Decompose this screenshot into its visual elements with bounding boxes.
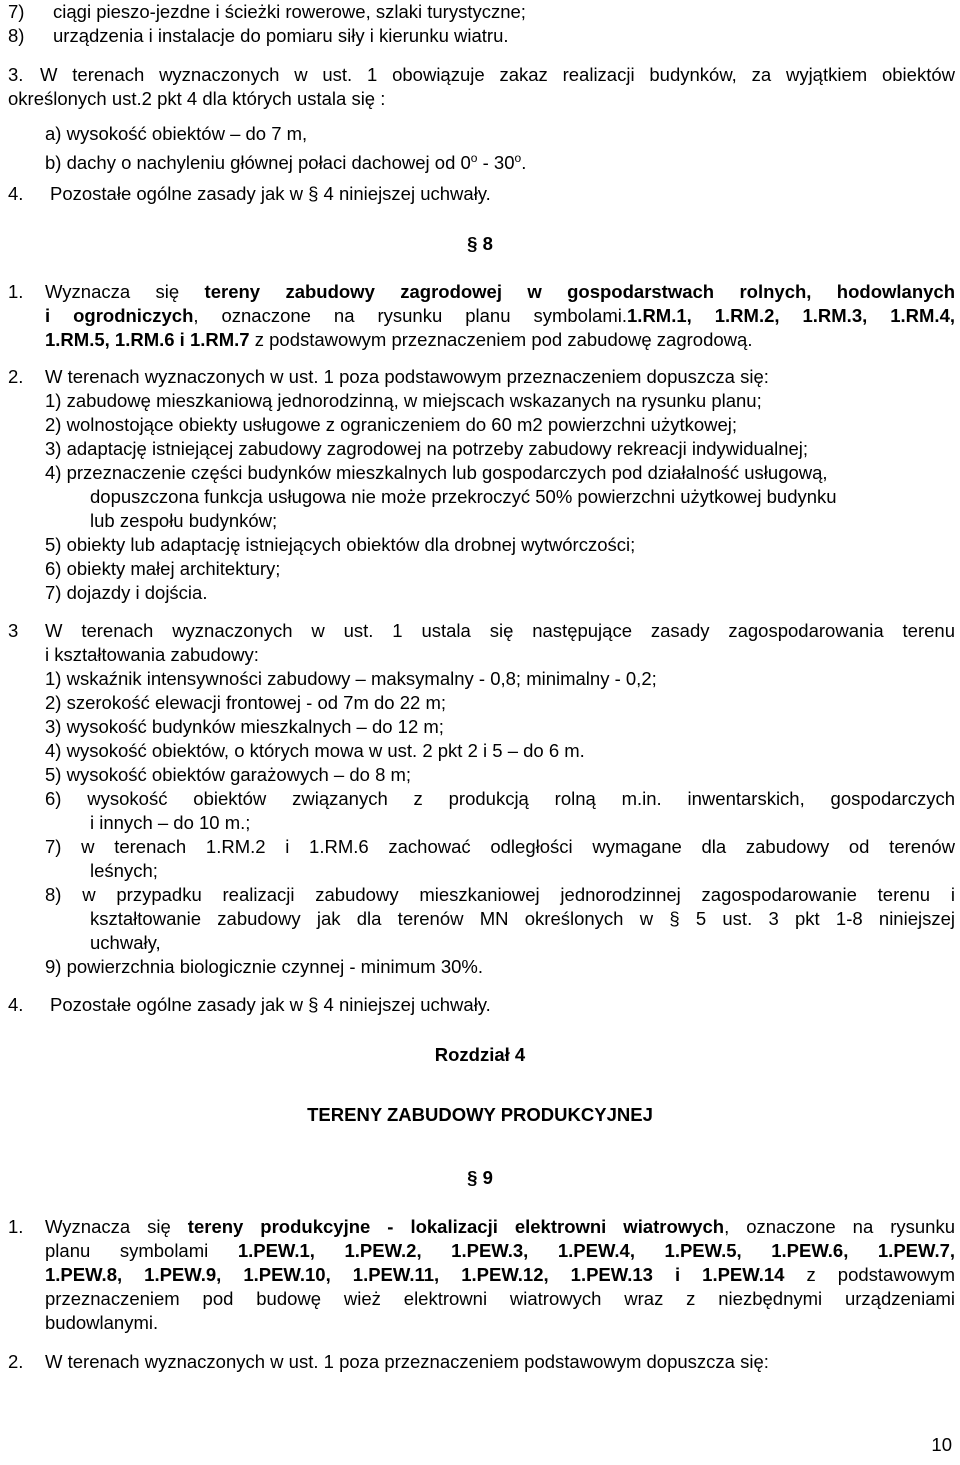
paragraph-line: przeznaczeniem pod budowę wież elektrowni wiatrowych wraz z niezbędnymi urządzeniami xyxy=(45,1288,955,1309)
paragraph-line: W terenach wyznaczonych w ust. 1 obowiązuje zakaz realizacji budynków, za wyjątkiem obiektów xyxy=(40,64,955,85)
list-item-continuation: i innych – do 10 m.; xyxy=(90,812,251,833)
paragraph-line: Pozostałe ogólne zasady jak w § 4 niniejszej uchwały. xyxy=(50,183,491,204)
paragraph-number: 2. xyxy=(8,366,24,387)
list-item: 4) przeznaczenie części budynków mieszkalnych lub gospodarczych pod działalność usługową, xyxy=(45,462,828,483)
paragraph-line: i kształtowania zabudowy: xyxy=(45,644,259,665)
page-number: 10 xyxy=(931,1434,952,1455)
paragraph-line: budowlanymi. xyxy=(45,1312,159,1333)
paragraph-line: Wyznacza się tereny zabudowy zagrodowej w gospodarstwach rolnych, hodowlanych xyxy=(45,281,955,302)
list-item: 3) adaptację istniejącej zabudowy zagrodowej na potrzeby zabudowy rekreacji indywidualnej; xyxy=(45,438,809,459)
paragraph-line: W terenach wyznaczonych w ust. 1 ustala się następujące zasady zagospodarowania terenu xyxy=(45,620,955,641)
paragraph-line: określonych ust.2 pkt 4 dla których ustala się : xyxy=(8,88,386,109)
paragraph-number: 1. xyxy=(8,281,24,302)
paragraph-line: W terenach wyznaczonych w ust. 1 poza przeznaczeniem podstawowym dopuszcza się: xyxy=(45,1351,769,1372)
list-item: 5) wysokość obiektów garażowych – do 8 m; xyxy=(45,764,412,785)
list-item: 5) obiekty lub adaptację istniejących obiektów dla drobnej wytwórczości; xyxy=(45,534,636,555)
paragraph-line: Wyznacza się tereny produkcyjne - lokalizacji elektrowni wiatrowych, oznaczone na rysunku xyxy=(45,1216,955,1237)
paragraph-number: 4. xyxy=(8,994,24,1015)
list-item: 7) w terenach 1.RM.2 i 1.RM.6 zachować odległości wymagane dla zabudowy od terenów xyxy=(45,836,955,857)
section-heading: § 9 xyxy=(467,1167,493,1188)
list-item: 8) urządzenia i instalacje do pomiaru siły i kierunku wiatru. xyxy=(8,25,509,46)
list-item-continuation: lub zespołu budynków; xyxy=(90,510,278,531)
paragraph-line: planu symbolami 1.PEW.1, 1.PEW.2, 1.PEW.3, 1.PEW.4, 1.PEW.5, 1.PEW.6, 1.PEW.7, xyxy=(45,1240,956,1261)
paragraph-line: 1.PEW.8, 1.PEW.9, 1.PEW.10, 1.PEW.11, 1.PEW.12, 1.PEW.13 i 1.PEW.14 z podstawowym xyxy=(45,1264,955,1285)
list-item: 6) obiekty małej architektury; xyxy=(45,558,281,579)
section-heading: § 8 xyxy=(467,233,493,254)
list-item: b) dachy o nachyleniu głównej połaci dachowej od 0$^o$ - 30$^o$. xyxy=(45,151,527,173)
paragraph-number: 1. xyxy=(8,1216,24,1237)
list-item-continuation: kształtowanie zabudowy jak dla terenów MN określonych w § 5 ust. 3 pkt 1-8 niniejszej xyxy=(90,908,955,929)
list-item-continuation: leśnych; xyxy=(90,860,158,881)
paragraph-line: W terenach wyznaczonych w ust. 1 poza podstawowym przeznaczeniem dopuszcza się: xyxy=(45,366,769,387)
list-item: 2) wolnostojące obiekty usługowe z ograniczeniem do 60 m2 powierzchni użytkowej; xyxy=(45,414,738,435)
list-item: 4) wysokość obiektów, o których mowa w ust. 2 pkt 2 i 5 – do 6 m. xyxy=(45,740,585,761)
paragraph-line: 1.RM.5, 1.RM.6 i 1.RM.7 z podstawowym przeznaczeniem pod zabudowę zagrodową. xyxy=(45,329,753,350)
list-item: 1) wskaźnik intensywności zabudowy – maksymalny - 0,8; minimalny - 0,2; xyxy=(45,668,657,689)
paragraph-number: 3 xyxy=(8,620,19,641)
list-item: 9) powierzchnia biologicznie czynnej - minimum 30%. xyxy=(45,956,484,977)
list-item: a) wysokość obiektów – do 7 m, xyxy=(45,123,308,144)
paragraph-line: i ogrodniczych, oznaczone na rysunku planu symbolami.1.RM.1, 1.RM.2, 1.RM.3, 1.RM.4, xyxy=(45,305,955,326)
list-item: 3) wysokość budynków mieszkalnych – do 12 m; xyxy=(45,716,444,737)
paragraph-number: 2. xyxy=(8,1351,24,1372)
list-item: 2) szerokość elewacji frontowej - od 7m do 22 m; xyxy=(45,692,447,713)
chapter-subtitle: TERENY ZABUDOWY PRODUKCYJNEJ xyxy=(307,1104,653,1125)
list-item: 7) dojazdy i dojścia. xyxy=(45,582,208,603)
paragraph-line: Pozostałe ogólne zasady jak w § 4 niniejszej uchwały. xyxy=(50,994,491,1015)
list-item: 7) ciągi pieszo-jezdne i ścieżki rowerowe, szlaki turystyczne; xyxy=(8,1,526,22)
list-item-continuation: uchwały, xyxy=(90,932,161,953)
list-item: 6) wysokość obiektów związanych z produkcją rolną m.in. inwentarskich, gospodarczych xyxy=(45,788,955,809)
list-item-continuation: dopuszczona funkcja usługowa nie może przekroczyć 50% powierzchni użytkowej budynku xyxy=(90,486,837,507)
paragraph-number: 3. xyxy=(8,64,24,85)
chapter-title: Rozdział 4 xyxy=(434,1044,526,1065)
paragraph-number: 4. xyxy=(8,183,24,204)
list-item: 8) w przypadku realizacji zabudowy mieszkaniowej jednorodzinnej zagospodarowanie terenu i xyxy=(45,884,955,905)
list-item: 1) zabudowę mieszkaniową jednorodzinną, w miejscach wskazanych na rysunku planu; xyxy=(45,390,762,411)
